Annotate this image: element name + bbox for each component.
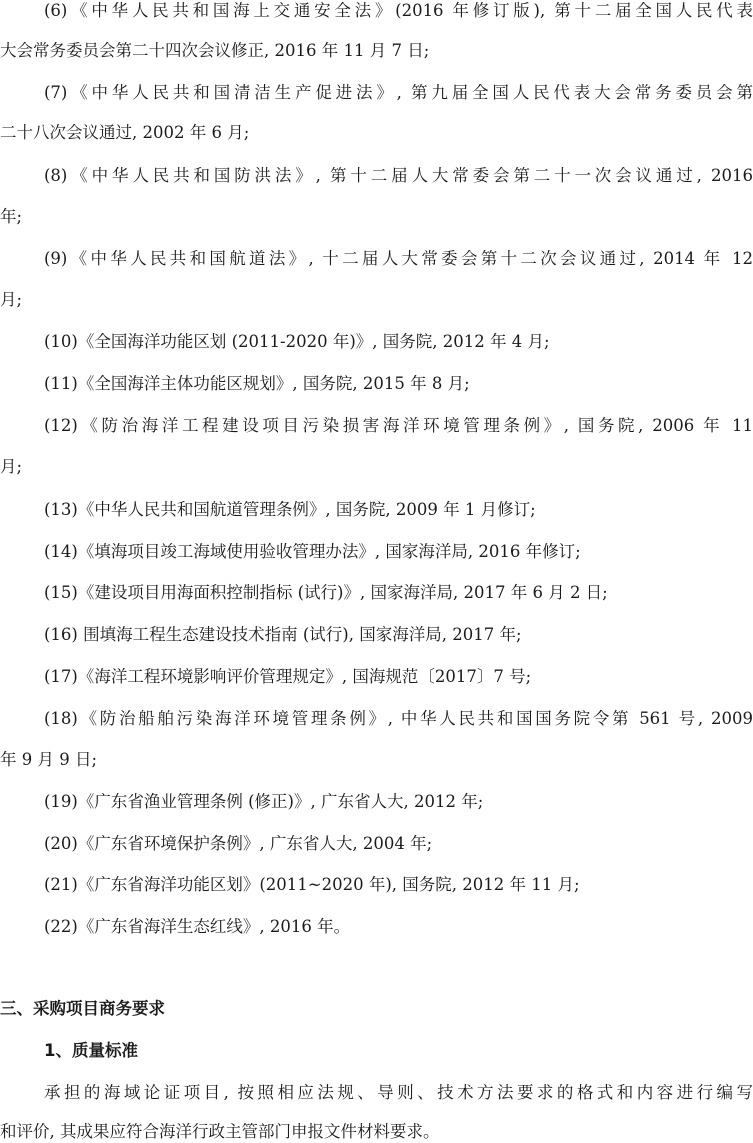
reference-item-20: (20)《广东省环境保护条例》, 广东省人大, 2004 年;	[44, 834, 433, 853]
section-paragraph-continuation: 和评价, 其成果应符合海洋行政主管部门申报文件材料要求。	[0, 1122, 440, 1141]
section-paragraph: 承担的海域论证项目, 按照相应法规、导则、技术方法要求的格式和内容进行编写	[44, 1083, 753, 1102]
section-subheading: 1、质量标准	[44, 1041, 138, 1060]
reference-item-22: (22)《广东省海洋生态红线》, 2016 年。	[44, 917, 351, 936]
reference-item-17: (17)《海洋工程环境影响评价管理规定》, 国海规范〔2017〕7 号;	[44, 667, 532, 686]
reference-item-9: (9)《中华人民共和国航道法》, 十二届人大常委会第十二次会议通过, 2014 年 12	[44, 249, 753, 268]
reference-item-15: (15)《建设项目用海面积控制指标 (试行)》, 国家海洋局, 2017 年 6 月 2 日;	[44, 583, 608, 602]
reference-item-8-continuation: 年;	[0, 207, 23, 226]
reference-item-7: (7)《中华人民共和国清洁生产促进法》, 第九届全国人民代表大会常务委员会第	[44, 83, 753, 102]
reference-item-10: (10)《全国海洋功能区划 (2011-2020 年)》, 国务院, 2012 年 4 月;	[44, 332, 550, 351]
section-heading: 三、采购项目商务要求	[0, 999, 165, 1018]
reference-item-14: (14)《填海项目竣工海域使用验收管理办法》, 国家海洋局, 2016 年修订;	[44, 542, 581, 561]
reference-item-18: (18)《防治船舶污染海洋环境管理条例》, 中华人民共和国国务院令第 561 号, 2009	[44, 709, 753, 728]
reference-item-19: (19)《广东省渔业管理条例 (修正)》, 广东省人大, 2012 年;	[44, 792, 484, 811]
reference-item-8: (8)《中华人民共和国防洪法》, 第十二届人大常委会第二十一次会议通过, 2016	[44, 166, 753, 185]
reference-item-7-continuation: 二十八次会议通过, 2002 年 6 月;	[0, 123, 250, 142]
reference-item-21: (21)《广东省海洋功能区划》(2011~2020 年), 国务院, 2012 年 11 月;	[44, 875, 580, 894]
reference-item-12: (12)《防治海洋工程建设项目污染损害海洋环境管理条例》, 国务院, 2006 年 11	[44, 416, 753, 435]
reference-item-13: (13)《中华人民共和国航道管理条例》, 国务院, 2009 年 1 月修订;	[44, 500, 536, 519]
reference-item-9-continuation: 月;	[0, 290, 23, 309]
reference-item-6: (6)《中华人民共和国海上交通安全法》(2016 年修订版), 第十二届全国人民代表	[44, 1, 753, 20]
reference-item-12-continuation: 月;	[0, 457, 23, 476]
reference-item-11: (11)《全国海洋主体功能区规划》, 国务院, 2015 年 8 月;	[44, 374, 470, 393]
reference-item-6-continuation: 大会常务委员会第二十四次会议修正, 2016 年 11 月 7 日;	[0, 41, 430, 60]
reference-item-16: (16) 围填海工程生态建设技术指南 (试行), 国家海洋局, 2017 年;	[44, 625, 522, 644]
reference-item-18-continuation: 年 9 月 9 日;	[0, 750, 98, 769]
